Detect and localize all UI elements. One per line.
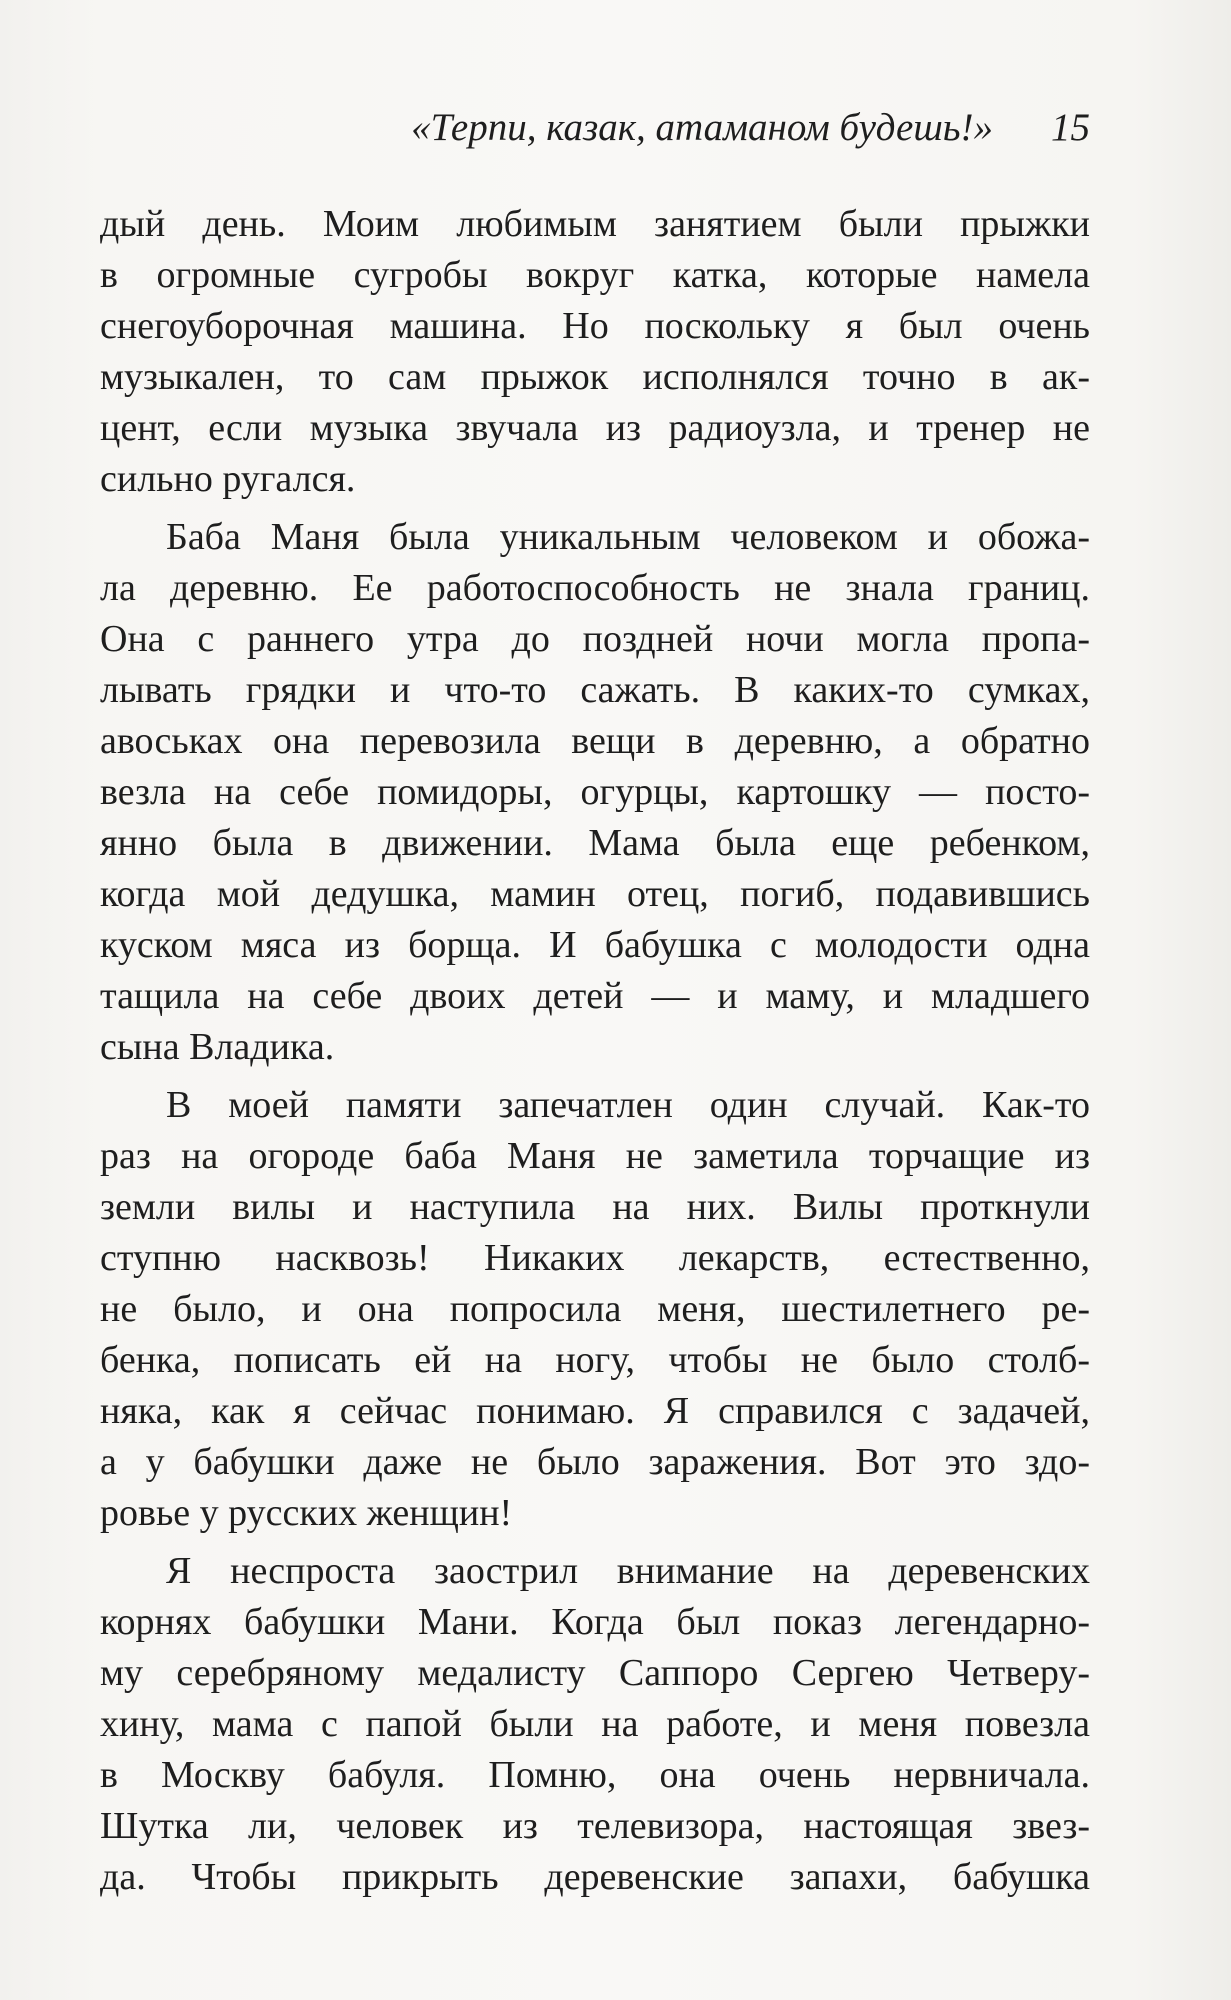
text-line: дый день. Моим любимым занятием были прыжки [100, 203, 1090, 245]
text-line: Она с раннего утра до поздней ночи могла пропа- [100, 618, 1090, 660]
text-line: в огромные сугробы вокруг катка, которые намела [100, 254, 1090, 296]
text-line: везла на себе помидоры, огурцы, картошку — посто- [100, 771, 1090, 813]
paragraph-3 [100, 1080, 1090, 1539]
text-line: когда мой дедушка, мамин отец, погиб, подавившись [100, 873, 1090, 915]
text-line: сильно ругался. [100, 458, 356, 500]
text-line: Я неспроста заострил внимание на деревенских [166, 1550, 1090, 1592]
text-line: а у бабушки даже не было заражения. Вот это здо- [100, 1441, 1090, 1483]
text-line: янно была в движении. Мама была еще ребенком, [100, 822, 1090, 864]
text-line: цент, если музыка звучала из радиоузла, и тренер не [100, 407, 1090, 449]
text-line: му серебряному медалисту Саппоро Сергею Четверу- [100, 1652, 1090, 1694]
text-line: ла деревню. Ее работоспособность не знала границ. [100, 567, 1090, 609]
body-text [100, 199, 1090, 1903]
text-line: куском мяса из борща. И бабушка с молодости одна [100, 924, 1090, 966]
paragraph-4 [100, 1546, 1090, 1903]
text-line: няка, как я сейчас понимаю. Я справился с задачей, [100, 1390, 1090, 1432]
text-line: да. Чтобы прикрыть деревенские запахи, бабушка [100, 1856, 1090, 1898]
text-line: музыкален, то сам прыжок исполнялся точно в ак- [100, 356, 1090, 398]
text-line: земли вилы и наступила на них. Вилы проткнули [100, 1186, 1090, 1228]
page-header [0, 108, 1090, 147]
text-line: Шутка ли, человек из телевизора, настоящая звез- [100, 1805, 1090, 1847]
text-line: ровье у русских женщин! [100, 1492, 513, 1534]
text-line: раз на огороде баба Маня не заметила торчащие из [100, 1135, 1090, 1177]
text-line: не было, и она попросила меня, шестилетнего ре- [100, 1288, 1090, 1330]
text-line: снегоуборочная машина. Но поскольку я был очень [100, 305, 1090, 347]
text-line: авоськах она перевозила вещи в деревню, а обратно [100, 720, 1090, 762]
text-line: Баба Маня была уникальным человеком и обожа- [166, 516, 1090, 558]
paragraph-2 [100, 512, 1090, 1073]
text-line: лывать грядки и что-то сажать. В каких-то сумках, [100, 669, 1090, 711]
text-line: ступню насквозь! Никаких лекарств, естественно, [100, 1237, 1090, 1279]
paragraph-1 [100, 199, 1090, 505]
text-line: в Москву бабуля. Помню, она очень нервничала. [100, 1754, 1090, 1796]
text-line: В моей памяти запечатлен один случай. Как-то [166, 1084, 1090, 1126]
text-line: хину, мама с папой были на работе, и меня повезла [100, 1703, 1090, 1745]
text-line: бенка, пописать ей на ногу, чтобы не было столб- [100, 1339, 1090, 1381]
page-number: 15 [1051, 106, 1090, 149]
running-title: «Терпи, казак, атаманом будешь!» [411, 106, 993, 149]
text-line: тащила на себе двоих детей — и маму, и младшего [100, 975, 1090, 1017]
text-line: сына Владика. [100, 1026, 335, 1068]
text-line: корнях бабушки Мани. Когда был показ легендарно- [100, 1601, 1090, 1643]
